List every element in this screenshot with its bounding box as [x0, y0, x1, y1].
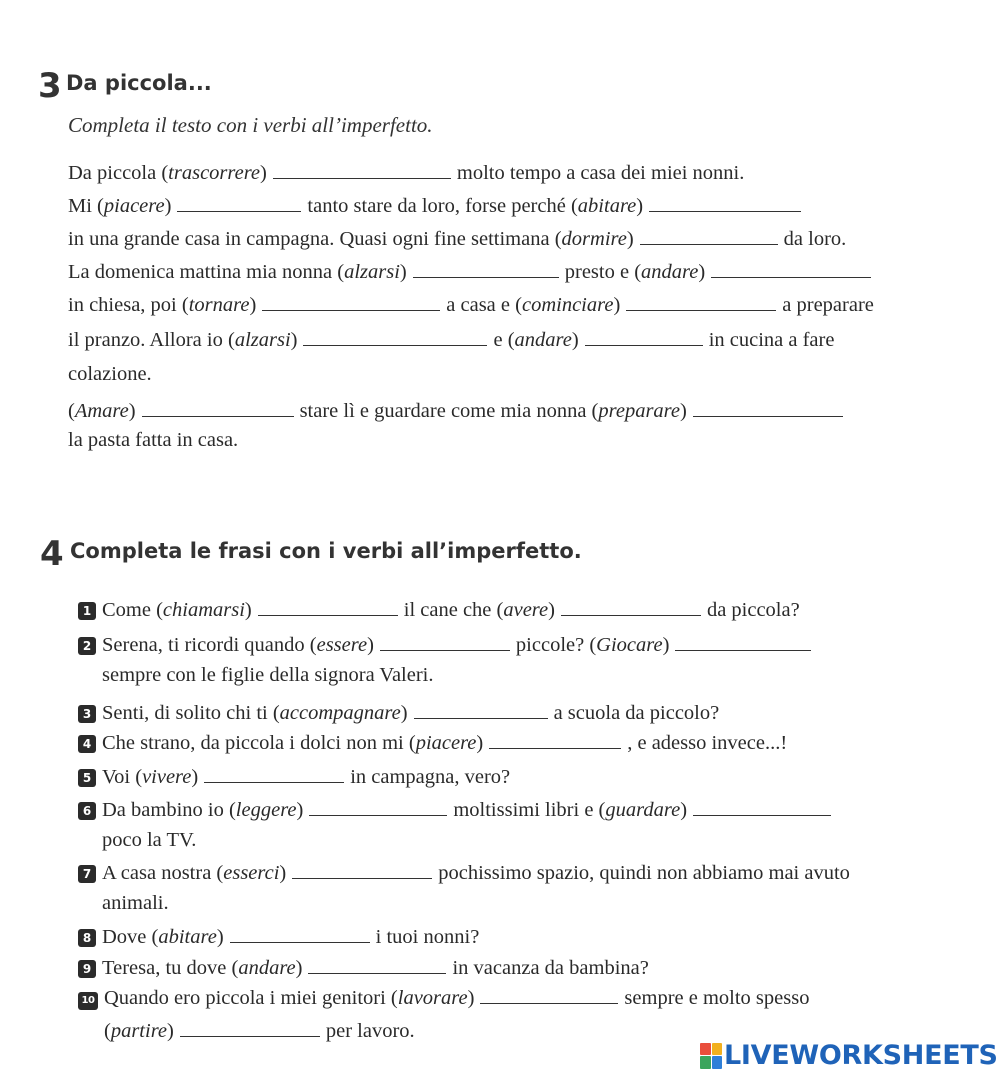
- answer-blank[interactable]: [489, 728, 621, 749]
- section-4-number: 4: [40, 534, 64, 574]
- answer-blank[interactable]: [414, 698, 548, 719]
- section-3-title: Da piccola...: [66, 71, 212, 95]
- answer-blank[interactable]: [693, 396, 843, 417]
- answer-blank[interactable]: [380, 630, 510, 651]
- liveworksheets-logo-text: LIVEWORKSHEETS: [724, 1040, 998, 1071]
- text-line-1: Da piccola (trascorrere) molto tempo a casa dei miei nonni.: [68, 158, 744, 185]
- answer-blank[interactable]: [180, 1016, 320, 1037]
- item-number-badge: 4: [78, 735, 96, 753]
- answer-blank[interactable]: [675, 630, 811, 651]
- exercise-item-10-continuation: (partire) per lavoro.: [104, 1016, 415, 1043]
- answer-blank[interactable]: [303, 325, 487, 346]
- text-line-6: il pranzo. Allora io (alzarsi) e (andare) in cucina a fare: [68, 325, 834, 352]
- item-number-badge: 10: [78, 992, 98, 1010]
- answer-blank[interactable]: [626, 290, 776, 311]
- section-4-title: Completa le frasi con i verbi all’imperfetto.: [70, 539, 582, 563]
- answer-blank[interactable]: [204, 762, 344, 783]
- text-line-9: la pasta fatta in casa.: [68, 429, 239, 451]
- exercise-item-6-continuation: poco la TV.: [102, 829, 197, 851]
- answer-blank[interactable]: [262, 290, 440, 311]
- exercise-item-2-continuation: sempre con le figlie della signora Valeri.: [102, 664, 434, 686]
- exercise-item-5: 5 Voi (vivere) in campagna, vero?: [78, 762, 510, 789]
- exercise-item-1: 1 Come (chiamarsi) il cane che (avere) da piccola?: [78, 595, 800, 622]
- exercise-item-7: 7 A casa nostra (esserci) pochissimo spazio, quindi non abbiamo mai avuto: [78, 858, 850, 885]
- answer-blank[interactable]: [413, 257, 559, 278]
- answer-blank[interactable]: [292, 858, 432, 879]
- answer-blank[interactable]: [177, 191, 301, 212]
- answer-blank[interactable]: [480, 983, 618, 1004]
- answer-blank[interactable]: [309, 795, 447, 816]
- item-number-badge: 6: [78, 802, 96, 820]
- item-number-badge: 3: [78, 705, 96, 723]
- exercise-item-3: 3 Senti, di solito chi ti (accompagnare) a scuola da piccolo?: [78, 698, 719, 725]
- answer-blank[interactable]: [561, 595, 701, 616]
- answer-blank[interactable]: [258, 595, 398, 616]
- answer-blank[interactable]: [308, 953, 446, 974]
- exercise-item-6: 6 Da bambino io (leggere) moltissimi libri e (guardare): [78, 795, 837, 822]
- exercise-item-7-continuation: animali.: [102, 892, 169, 914]
- item-number-badge: 2: [78, 637, 96, 655]
- item-number-badge: 1: [78, 602, 96, 620]
- text-line-5: in chiesa, poi (tornare) a casa e (cominciare) a preparare: [68, 290, 874, 317]
- liveworksheets-logo: [700, 1040, 998, 1071]
- exercise-item-2: 2 Serena, ti ricordi quando (essere) piccole? (Giocare): [78, 630, 817, 657]
- item-number-badge: 9: [78, 960, 96, 978]
- section-3-instruction: Completa il testo con i verbi all’imperfetto.: [68, 113, 433, 137]
- item-number-badge: 7: [78, 865, 96, 883]
- text-line-4: La domenica mattina mia nonna (alzarsi) presto e (andare): [68, 257, 877, 284]
- text-line-2: Mi (piacere) tanto stare da loro, forse perché (abitare): [68, 191, 807, 218]
- answer-blank[interactable]: [230, 922, 370, 943]
- item-number-badge: 8: [78, 929, 96, 947]
- answer-blank[interactable]: [693, 795, 831, 816]
- answer-blank[interactable]: [640, 224, 778, 245]
- answer-blank[interactable]: [585, 325, 703, 346]
- text-line-7: colazione.: [68, 363, 152, 385]
- exercise-item-4: 4 Che strano, da piccola i dolci non mi (piacere) , e adesso invece...!: [78, 728, 787, 755]
- exercise-item-9: 9 Teresa, tu dove (andare) in vacanza da bambina?: [78, 953, 649, 980]
- exercise-item-8: 8 Dove (abitare) i tuoi nonni?: [78, 922, 479, 949]
- answer-blank[interactable]: [273, 158, 451, 179]
- item-number-badge: 5: [78, 769, 96, 787]
- answer-blank[interactable]: [649, 191, 801, 212]
- section-3-number: 3: [38, 66, 62, 106]
- text-line-3: in una grande casa in campagna. Quasi ogni fine settimana (dormire) da loro.: [68, 224, 846, 251]
- liveworksheets-logo-icon: [700, 1043, 722, 1069]
- answer-blank[interactable]: [142, 396, 294, 417]
- exercise-item-10: 10 Quando ero piccola i miei genitori (lavorare) sempre e molto spesso: [78, 983, 809, 1010]
- answer-blank[interactable]: [711, 257, 871, 278]
- text-line-8: (Amare) stare lì e guardare come mia nonna (preparare): [68, 396, 849, 423]
